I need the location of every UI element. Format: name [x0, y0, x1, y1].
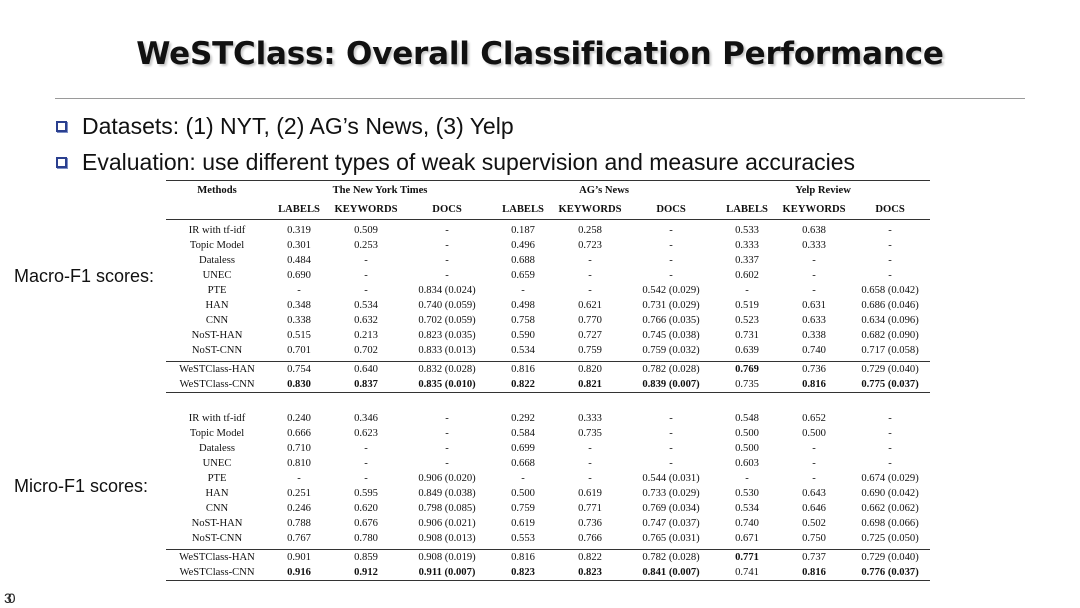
value-cell: 0.766: [578, 533, 602, 544]
value-cell: 0.699: [511, 443, 535, 454]
method-cell: UNEC: [202, 270, 232, 281]
value-cell: 0.640: [330, 362, 402, 378]
value-cell: 0.530: [735, 488, 759, 499]
value-cell: 0.745 (0.038): [642, 330, 700, 341]
results-table: [166, 180, 930, 581]
value-cell: 0.816: [778, 377, 850, 393]
value-cell: 0.620: [354, 503, 378, 514]
value-cell: 0.821: [554, 377, 626, 393]
method-cell: UNEC: [202, 458, 232, 469]
value-cell: 0.727: [578, 330, 602, 341]
value-cell: 0.333: [578, 413, 602, 424]
value-cell: 0.187: [511, 225, 535, 236]
value-cell: -: [588, 473, 592, 484]
value-cell: 0.775 (0.037): [850, 377, 930, 393]
method-cell: IR with tf-idf: [188, 413, 246, 424]
value-cell: -: [588, 458, 592, 469]
value-cell: 0.832 (0.028): [402, 362, 492, 378]
value-cell: 0.741: [716, 565, 778, 581]
value-cell: -: [588, 270, 592, 281]
subheader-docs: DOCS: [850, 200, 930, 220]
table-row: [166, 501, 930, 516]
value-cell: -: [669, 443, 673, 454]
value-cell: -: [888, 428, 892, 439]
value-cell: 0.758: [511, 315, 535, 326]
slide-title: WeSTClass: Overall Classification Performance: [136, 36, 944, 72]
value-cell: 0.823: [554, 565, 626, 581]
value-cell: 0.533: [735, 225, 759, 236]
value-cell: 0.740: [735, 518, 759, 529]
value-cell: 0.820: [554, 362, 626, 378]
value-cell: 0.771: [578, 503, 602, 514]
value-cell: -: [297, 285, 301, 296]
value-cell: 0.759 (0.032): [642, 345, 700, 356]
value-cell: 0.534: [511, 345, 535, 356]
value-cell: -: [669, 225, 673, 236]
methods-header: Methods: [166, 181, 268, 201]
value-cell: -: [812, 285, 816, 296]
value-cell: -: [812, 270, 816, 281]
table-row: [166, 550, 930, 566]
block-spacer: [166, 393, 930, 412]
table-row: [166, 343, 930, 358]
value-cell: 0.906 (0.021): [418, 518, 476, 529]
table-row: [166, 426, 930, 441]
table-row: [166, 313, 930, 328]
value-cell: 0.634 (0.096): [861, 315, 919, 326]
value-cell: 0.849 (0.038): [418, 488, 476, 499]
table-row: [166, 456, 930, 471]
method-cell: WeSTClass-CNN: [166, 377, 268, 393]
value-cell: -: [445, 443, 449, 454]
value-cell: 0.771: [716, 550, 778, 566]
value-cell: 0.632: [354, 315, 378, 326]
value-cell: 0.816: [492, 362, 554, 378]
value-cell: 0.590: [511, 330, 535, 341]
table-row: [166, 362, 930, 378]
value-cell: -: [888, 443, 892, 454]
value-cell: 0.619: [578, 488, 602, 499]
value-cell: 0.710: [287, 443, 311, 454]
value-cell: 0.253: [354, 240, 378, 251]
methods-subheader-blank: [166, 200, 268, 220]
micro-f1-label: Micro-F1 scores:: [14, 476, 149, 496]
value-cell: 0.666: [287, 428, 311, 439]
table-row: [166, 411, 930, 426]
value-cell: 0.735: [716, 377, 778, 393]
bullet-item: [56, 108, 855, 144]
value-cell: 0.621: [578, 300, 602, 311]
value-cell: -: [812, 473, 816, 484]
value-cell: 0.668: [511, 458, 535, 469]
subheader-labels: LABELS: [492, 200, 554, 220]
value-cell: 0.500: [802, 428, 826, 439]
subheader-keywords: KEYWORDS: [554, 200, 626, 220]
value-cell: 0.701: [287, 345, 311, 356]
value-cell: 0.769 (0.034): [642, 503, 700, 514]
checkbox-bullet-icon: [56, 157, 67, 168]
table-body: [166, 220, 930, 581]
value-cell: 0.251: [287, 488, 311, 499]
method-cell: Dataless: [199, 255, 235, 266]
value-cell: 0.682 (0.090): [861, 330, 919, 341]
value-cell: -: [445, 225, 449, 236]
value-cell: 0.729 (0.040): [850, 362, 930, 378]
value-cell: -: [364, 270, 368, 281]
value-cell: 0.798 (0.085): [418, 503, 476, 514]
bullet-list: [56, 108, 855, 180]
bullet-text: Datasets: (1) NYT, (2) AG’s News, (3) Yelp: [82, 112, 514, 139]
value-cell: 0.769: [716, 362, 778, 378]
value-cell: 0.901: [268, 550, 330, 566]
value-cell: 0.523: [735, 315, 759, 326]
group-header-yelp: Yelp Review: [716, 181, 930, 201]
value-cell: 0.740: [802, 345, 826, 356]
value-cell: 0.240: [287, 413, 311, 424]
value-cell: 0.731: [735, 330, 759, 341]
value-cell: 0.830: [268, 377, 330, 393]
value-cell: 0.595: [354, 488, 378, 499]
value-cell: 0.333: [735, 240, 759, 251]
value-cell: 0.484: [287, 255, 311, 266]
value-cell: 0.737: [778, 550, 850, 566]
method-cell: NoST-HAN: [191, 518, 243, 529]
value-cell: 0.542 (0.029): [642, 285, 700, 296]
value-cell: -: [445, 270, 449, 281]
value-cell: -: [364, 255, 368, 266]
value-cell: 0.702: [354, 345, 378, 356]
method-cell: PTE: [207, 285, 227, 296]
value-cell: 0.916: [268, 565, 330, 581]
value-cell: 0.658 (0.042): [861, 285, 919, 296]
value-cell: 0.319: [287, 225, 311, 236]
value-cell: 0.782 (0.028): [626, 550, 716, 566]
value-cell: 0.841 (0.007): [626, 565, 716, 581]
value-cell: 0.911 (0.007): [402, 565, 492, 581]
value-cell: 0.548: [735, 413, 759, 424]
value-cell: 0.301: [287, 240, 311, 251]
method-cell: NoST-CNN: [191, 533, 243, 544]
value-cell: 0.822: [492, 377, 554, 393]
value-cell: 0.788: [287, 518, 311, 529]
value-cell: -: [364, 473, 368, 484]
value-cell: 0.859: [330, 550, 402, 566]
value-cell: -: [669, 458, 673, 469]
value-cell: 0.766 (0.035): [642, 315, 700, 326]
value-cell: 0.500: [511, 488, 535, 499]
value-cell: 0.498: [511, 300, 535, 311]
method-cell: CNN: [205, 503, 229, 514]
table-row: [166, 516, 930, 531]
value-cell: 0.633: [802, 315, 826, 326]
table-row: [166, 486, 930, 501]
value-cell: 0.723: [578, 240, 602, 251]
bullet-text: Evaluation: use different types of weak supervision and measure accuracies: [82, 148, 856, 175]
value-cell: 0.908 (0.013): [418, 533, 476, 544]
results-table-container: [166, 180, 930, 581]
method-cell: IR with tf-idf: [188, 225, 246, 236]
value-cell: 0.292: [511, 413, 535, 424]
value-cell: -: [588, 255, 592, 266]
group-header-ag: AG’s News: [492, 181, 716, 201]
value-cell: 0.816: [492, 550, 554, 566]
table-row: [166, 223, 930, 238]
value-cell: 0.631: [802, 300, 826, 311]
value-cell: 0.502: [802, 518, 826, 529]
method-cell: HAN: [205, 300, 229, 311]
value-cell: 0.337: [735, 255, 759, 266]
value-cell: 0.702 (0.059): [418, 315, 476, 326]
value-cell: -: [669, 240, 673, 251]
value-cell: -: [588, 285, 592, 296]
method-cell: HAN: [205, 488, 229, 499]
table-row: [166, 283, 930, 298]
value-cell: -: [888, 255, 892, 266]
value-cell: -: [812, 458, 816, 469]
value-cell: 0.735: [578, 428, 602, 439]
value-cell: 0.671: [735, 533, 759, 544]
subheader-labels: LABELS: [268, 200, 330, 220]
slide-number: 30: [4, 590, 12, 606]
value-cell: -: [888, 225, 892, 236]
value-cell: 0.754: [268, 362, 330, 378]
value-cell: 0.782 (0.028): [626, 362, 716, 378]
value-cell: 0.736: [778, 362, 850, 378]
value-cell: 0.662 (0.062): [861, 503, 919, 514]
value-cell: 0.834 (0.024): [418, 285, 476, 296]
value-cell: -: [888, 240, 892, 251]
value-cell: 0.729 (0.040): [850, 550, 930, 566]
value-cell: -: [364, 443, 368, 454]
value-cell: 0.652: [802, 413, 826, 424]
value-cell: -: [297, 473, 301, 484]
value-cell: 0.553: [511, 533, 535, 544]
value-cell: -: [445, 413, 449, 424]
value-cell: 0.584: [511, 428, 535, 439]
value-cell: -: [364, 458, 368, 469]
value-cell: 0.770: [578, 315, 602, 326]
table-row: [166, 377, 930, 393]
group-header-nyt: The New York Times: [268, 181, 492, 201]
method-cell: Dataless: [199, 443, 235, 454]
value-cell: 0.333: [802, 240, 826, 251]
value-cell: 0.659: [511, 270, 535, 281]
table-row: [166, 253, 930, 268]
value-cell: 0.500: [735, 443, 759, 454]
value-cell: 0.348: [287, 300, 311, 311]
value-cell: -: [888, 458, 892, 469]
value-cell: 0.765 (0.031): [642, 533, 700, 544]
value-cell: 0.674 (0.029): [861, 473, 919, 484]
table-row: [166, 328, 930, 343]
value-cell: 0.906 (0.020): [418, 473, 476, 484]
subheader-keywords: KEYWORDS: [330, 200, 402, 220]
value-cell: 0.338: [802, 330, 826, 341]
value-cell: 0.717 (0.058): [861, 345, 919, 356]
value-cell: 0.534: [735, 503, 759, 514]
value-cell: 0.810: [287, 458, 311, 469]
value-cell: 0.839 (0.007): [626, 377, 716, 393]
subheader-row: [166, 200, 930, 220]
subheader-labels: LABELS: [716, 200, 778, 220]
value-cell: 0.534: [354, 300, 378, 311]
value-cell: -: [445, 255, 449, 266]
value-cell: 0.500: [735, 428, 759, 439]
value-cell: 0.822: [554, 550, 626, 566]
value-cell: 0.544 (0.031): [642, 473, 700, 484]
value-cell: 0.338: [287, 315, 311, 326]
value-cell: 0.638: [802, 225, 826, 236]
value-cell: 0.646: [802, 503, 826, 514]
method-cell: WeSTClass-HAN: [166, 550, 268, 566]
value-cell: -: [521, 473, 525, 484]
value-cell: -: [745, 285, 749, 296]
block-spacer-cell: [166, 393, 930, 412]
value-cell: -: [445, 428, 449, 439]
table-row: [166, 565, 930, 581]
table-row: [166, 441, 930, 456]
macro-f1-label: Macro-F1 scores:: [14, 266, 155, 286]
method-cell: NoST-HAN: [191, 330, 243, 341]
value-cell: 0.686 (0.046): [861, 300, 919, 311]
method-cell: NoST-CNN: [191, 345, 243, 356]
value-cell: 0.747 (0.037): [642, 518, 700, 529]
subheader-docs: DOCS: [626, 200, 716, 220]
value-cell: -: [364, 285, 368, 296]
value-cell: -: [812, 255, 816, 266]
value-cell: 0.776 (0.037): [850, 565, 930, 581]
table-row: [166, 298, 930, 313]
value-cell: 0.519: [735, 300, 759, 311]
value-cell: 0.515: [287, 330, 311, 341]
value-cell: 0.246: [287, 503, 311, 514]
value-cell: 0.602: [735, 270, 759, 281]
value-cell: 0.688: [511, 255, 535, 266]
value-cell: 0.767: [287, 533, 311, 544]
value-cell: 0.690 (0.042): [861, 488, 919, 499]
subheader-keywords: KEYWORDS: [778, 200, 850, 220]
value-cell: 0.736: [578, 518, 602, 529]
value-cell: 0.912: [330, 565, 402, 581]
table-row: [166, 268, 930, 283]
method-cell: Topic Model: [189, 240, 245, 251]
value-cell: -: [445, 240, 449, 251]
title-divider: [55, 98, 1025, 99]
value-cell: 0.823: [492, 565, 554, 581]
value-cell: -: [888, 270, 892, 281]
value-cell: -: [669, 270, 673, 281]
method-cell: CNN: [205, 315, 229, 326]
value-cell: 0.759: [578, 345, 602, 356]
value-cell: -: [669, 413, 673, 424]
value-cell: 0.740 (0.059): [418, 300, 476, 311]
value-cell: 0.835 (0.010): [402, 377, 492, 393]
value-cell: 0.676: [354, 518, 378, 529]
value-cell: -: [521, 285, 525, 296]
value-cell: 0.759: [511, 503, 535, 514]
table-row: [166, 531, 930, 546]
value-cell: 0.750: [802, 533, 826, 544]
value-cell: 0.346: [354, 413, 378, 424]
value-cell: 0.496: [511, 240, 535, 251]
method-cell: Topic Model: [189, 428, 245, 439]
value-cell: 0.816: [778, 565, 850, 581]
value-cell: 0.623: [354, 428, 378, 439]
value-cell: -: [669, 428, 673, 439]
value-cell: -: [812, 443, 816, 454]
value-cell: 0.908 (0.019): [402, 550, 492, 566]
value-cell: 0.509: [354, 225, 378, 236]
value-cell: 0.258: [578, 225, 602, 236]
method-cell: WeSTClass-HAN: [166, 362, 268, 378]
value-cell: 0.725 (0.050): [861, 533, 919, 544]
table-row: [166, 471, 930, 486]
method-cell: PTE: [207, 473, 227, 484]
method-cell: WeSTClass-CNN: [166, 565, 268, 581]
table-row: [166, 238, 930, 253]
value-cell: 0.780: [354, 533, 378, 544]
value-cell: 0.837: [330, 377, 402, 393]
value-cell: 0.731 (0.029): [642, 300, 700, 311]
value-cell: -: [445, 458, 449, 469]
value-cell: 0.619: [511, 518, 535, 529]
value-cell: 0.833 (0.013): [418, 345, 476, 356]
value-cell: -: [669, 255, 673, 266]
value-cell: 0.690: [287, 270, 311, 281]
value-cell: -: [888, 413, 892, 424]
value-cell: 0.639: [735, 345, 759, 356]
value-cell: 0.823 (0.035): [418, 330, 476, 341]
value-cell: 0.603: [735, 458, 759, 469]
value-cell: 0.643: [802, 488, 826, 499]
bullet-item: [56, 144, 855, 180]
value-cell: 0.213: [354, 330, 378, 341]
subheader-docs: DOCS: [402, 200, 492, 220]
value-cell: 0.733 (0.029): [642, 488, 700, 499]
value-cell: 0.698 (0.066): [861, 518, 919, 529]
checkbox-bullet-icon: [56, 121, 67, 132]
value-cell: -: [745, 473, 749, 484]
value-cell: -: [588, 443, 592, 454]
